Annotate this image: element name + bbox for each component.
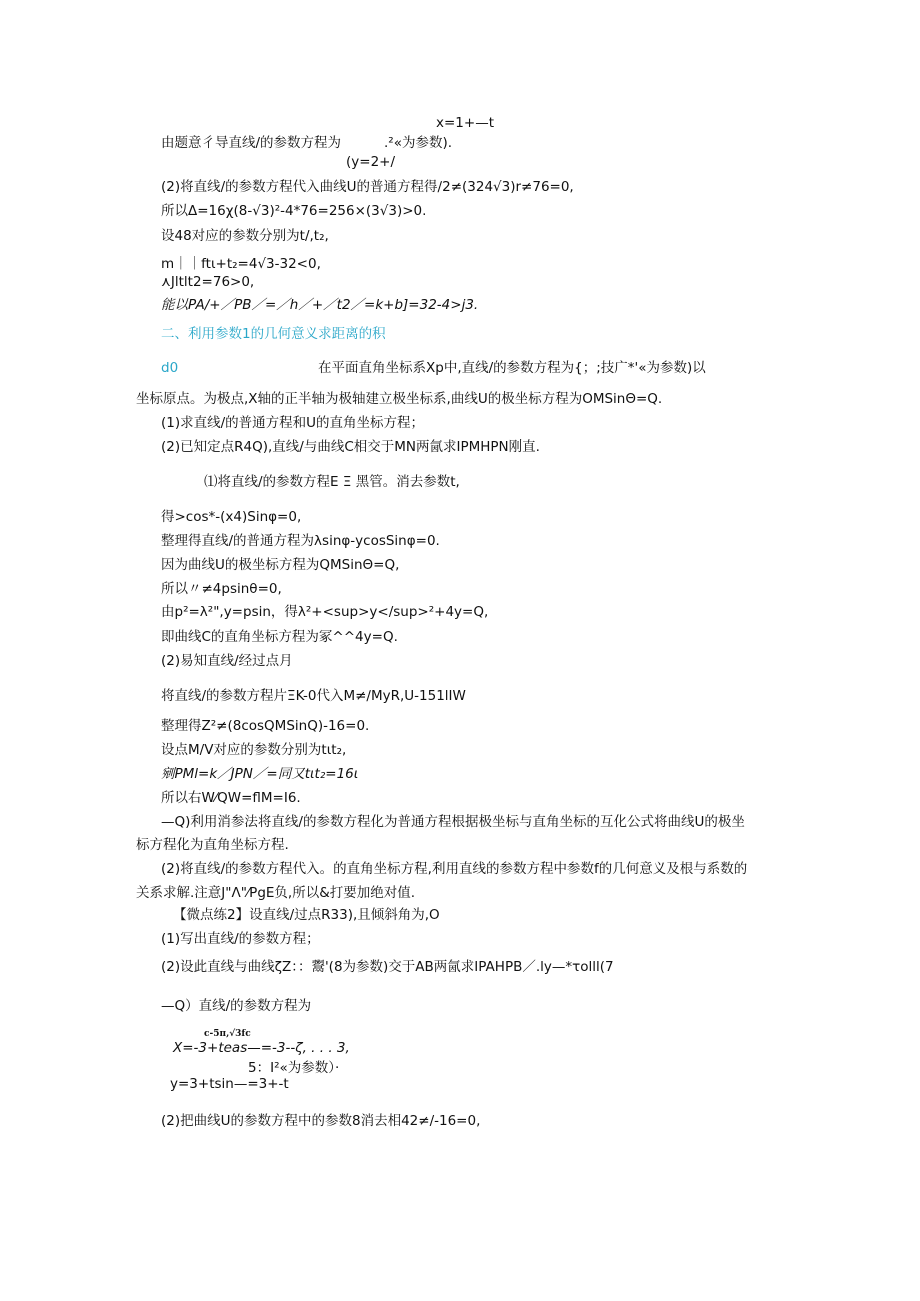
text-line: (1)写出直线/的参数方程； (161, 931, 320, 947)
text-line: —Q）直线/的参数方程为 (161, 998, 312, 1014)
text-line: 设48对应的参数分别为t/,t₂, (161, 228, 329, 244)
text-line: 坐标原点。为极点,X轴的正半轴为极轴建立极坐标系,曲线U的极坐标方程为OMSinΘ=Q. (136, 391, 663, 407)
section-heading: 二、利用参数1的几何意义求距离的积 (161, 326, 386, 342)
text-line: ⋏Jltlt2=76>0, (161, 274, 255, 290)
text-line: (2)已知定点R4Q),直线/与曲线C相交于MN两氤求IPMHPN刚直. (161, 439, 540, 455)
text-line: (2)把曲线U的参数方程中的参数8消去相42≠/-16=0, (161, 1113, 481, 1129)
text-line: 剜PMl=k／JPN／=同又tιt₂=16ι (161, 766, 359, 782)
text-line: (2)设此直线与曲线ζZ：：鬻'(8为参数)交于AB两氤求IPAHPB／.ly—*τolll(7 (161, 959, 614, 975)
eq-line-y: (y=2+/ (346, 154, 396, 170)
eq-param-x: X=-3+teas—=-3--ζ, . . . 3, (173, 1040, 350, 1056)
text-line: 所以〃≠4psinθ=0, (161, 581, 282, 597)
example-label: d0 (161, 360, 179, 376)
eq-fraction-top: c-5π,√3fc (204, 1029, 251, 1039)
text-line: 由p²=λ²",y=psin，得λ²+<sup>y</sup>²+4y=Q, (161, 604, 489, 620)
eq-param-y: y=3+tsin—=3+-t (170, 1076, 289, 1092)
text-line: ⑴将直线/的参数方程E Ξ 黑管。消去参数t, (204, 474, 460, 490)
eq-param-note: 5：I²«为参数）· (248, 1060, 340, 1076)
text-line: 关系求解.注意J"Λ"⁄PgE负,所以&打要加绝对值. (136, 885, 416, 901)
eq-line-x: x=1+—t (436, 115, 494, 131)
text-line: —Q)利用消参法将直线/的参数方程化为普通方程根据极坐标与直角坐标的互化公式将曲线U的极坐 (161, 814, 745, 830)
text-line: 整理得直线/的普通方程为λsinφ-ycosSinφ=0. (161, 533, 440, 549)
text-line: 将直线/的参数方程片ΞK-0代入M≠∕MyR,U-151lIW (161, 688, 466, 704)
text-line: 整理得Z²≠(8cosQMSinQ)-16=0. (161, 718, 370, 734)
text-line: (2)将直线/的参数方程代入。的直角坐标方程,利用直线的参数方程中参数f的几何意义及根与系数的 (161, 861, 748, 877)
text-line: 在平面直角坐标系Xp中,直线/的参数方程为{；;技广*'«为参数)以 (318, 360, 706, 376)
text-line: 即曲线C的直角坐标方程为冢^^4y=Q. (161, 629, 398, 645)
text-line: 因为曲线U的极坐标方程为QMSinΘ=Q, (161, 557, 400, 573)
text-line: m｜｜ftι+t₂=4√3-32<0, (161, 256, 321, 272)
text-line: 能以PA∕+／PB／=／h／+／t2／=k+b]=32-4>j3. (161, 297, 479, 313)
text-line: 由题意彳导直线/的参数方程为 (161, 135, 342, 151)
text-line: 得>cos*-(x4)Sinφ=0, (161, 509, 302, 525)
eq-param-note: .²«为参数). (384, 135, 453, 151)
text-line: 所以右W⁄QW=flM=I6. (161, 790, 301, 806)
text-line: 所以Δ=16χ(8-√3)²-4*76=256×(3√3)>0. (161, 203, 427, 219)
text-line: (2)易知直线/经过点月 (161, 653, 293, 669)
text-line: 标方程化为直角坐标方程. (136, 837, 289, 853)
text-line: (2)将直线/的参数方程代入曲线U的普通方程得∕2≠(324√3)r≠76=0, (161, 179, 574, 195)
text-line: (1)求直线/的普通方程和U的直角坐标方程； (161, 415, 425, 431)
text-line: 设点M/V对应的参数分别为tιt₂, (161, 742, 347, 758)
text-line: 【微点练2】设直线/过点R33),且倾斜角为,O (173, 907, 440, 923)
